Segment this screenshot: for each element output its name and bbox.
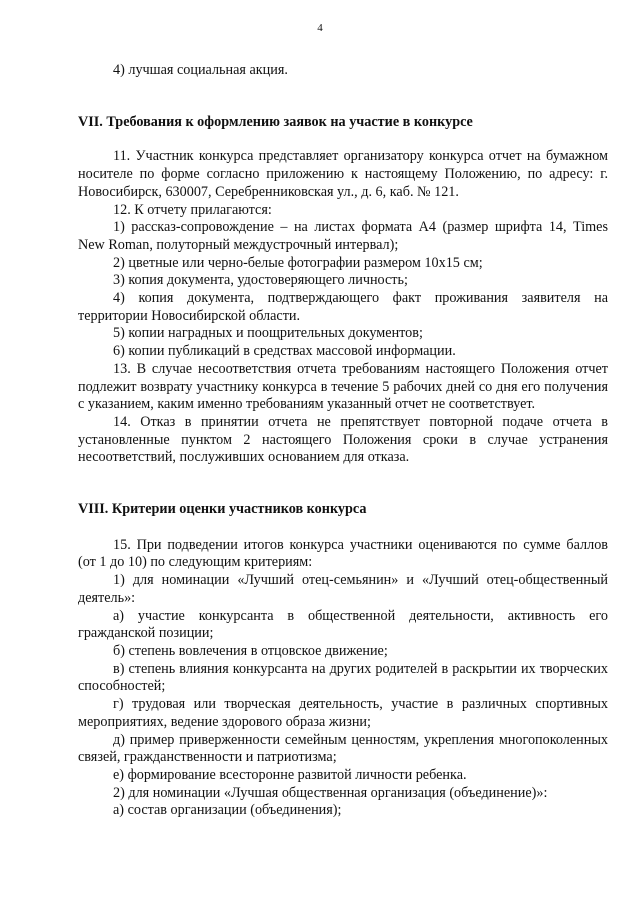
list-item: 1) рассказ-сопровождение – на листах формата А4 (размер шрифта 14, Times New Roman, полуторный междустрочный интервал); (78, 219, 608, 253)
intro-item: 4) лучшая социальная акция. (113, 62, 288, 78)
section-8-heading: VIII. Критерии оценки участников конкурса (78, 501, 367, 518)
list-item: 2) цветные или черно-белые фотографии размером 10х15 см; (113, 254, 483, 271)
paragraph: 11. Участник конкурса представляет организатору конкурса отчет на бумажном носителе по форме согласно приложению к настоящему Положению, по адресу: г. Новосибирск, 630007, Серебренниковская ул., д. 6, каб. № 121. (78, 148, 608, 200)
paragraph: 14. Отказ в принятии отчета не препятствует повторной подаче отчета в установленные пунктом 2 настоящего Положения сроки в случае устранения несоответствий, послуживших основанием для отказа. (78, 413, 608, 466)
paragraph: 12. К отчету прилагаются: (113, 201, 272, 218)
list-item: 1) для номинации «Лучший отец-семьянин» и «Лучший отец-общественный деятель»: (78, 572, 608, 606)
list-item: д) пример приверженности семейным ценностям, укрепления многопоколенных связей, гражданственности и патриотизма; (78, 731, 608, 766)
paragraph: 15. При подведении итогов конкурса участники оцениваются по сумме баллов (от 1 до 10) по следующим критериям: (78, 536, 608, 571)
section-8-body (78, 537, 608, 820)
document-body (78, 62, 608, 820)
list-item: а) участие конкурсанта в общественной деятельности, активность его гражданской позиции; (78, 607, 608, 642)
list-item: 4) копия документа, подтверждающего факт проживания заявителя на территории Новосибирской области. (78, 290, 608, 324)
section-7-body (78, 148, 608, 467)
list-item: в) степень влияния конкурсанта на других родителей в раскрытии их творческих способностей; (78, 660, 608, 695)
list-item: 3) копия документа, удостоверяющего личность; (113, 272, 408, 289)
list-item: 5) копии наградных и поощрительных документов; (113, 325, 423, 342)
page-number: 4 (317, 22, 323, 34)
paragraph: 13. В случае несоответствия отчета требованиям настоящего Положения отчет подлежит возврату участнику конкурса в течение 5 рабочих дней со дня его получения с указанием, каким именно требованиям указанный отчет не соответствует. (78, 360, 608, 413)
list-item: 6) копии публикаций в средствах массовой информации. (113, 343, 456, 360)
list-item: 2) для номинации «Лучшая общественная организация (объединение)»: (113, 784, 548, 801)
list-item: е) формирование всесторонне развитой личности ребенка. (113, 766, 467, 783)
section-7-heading: VII. Требования к оформлению заявок на участие в конкурсе (78, 113, 473, 130)
list-item: б) степень вовлечения в отцовское движение; (113, 642, 388, 659)
list-item: г) трудовая или творческая деятельность, участие в различных спортивных мероприятиях, ведение здорового образа жизни; (78, 696, 608, 730)
list-item: а) состав организации (объединения); (113, 802, 342, 819)
